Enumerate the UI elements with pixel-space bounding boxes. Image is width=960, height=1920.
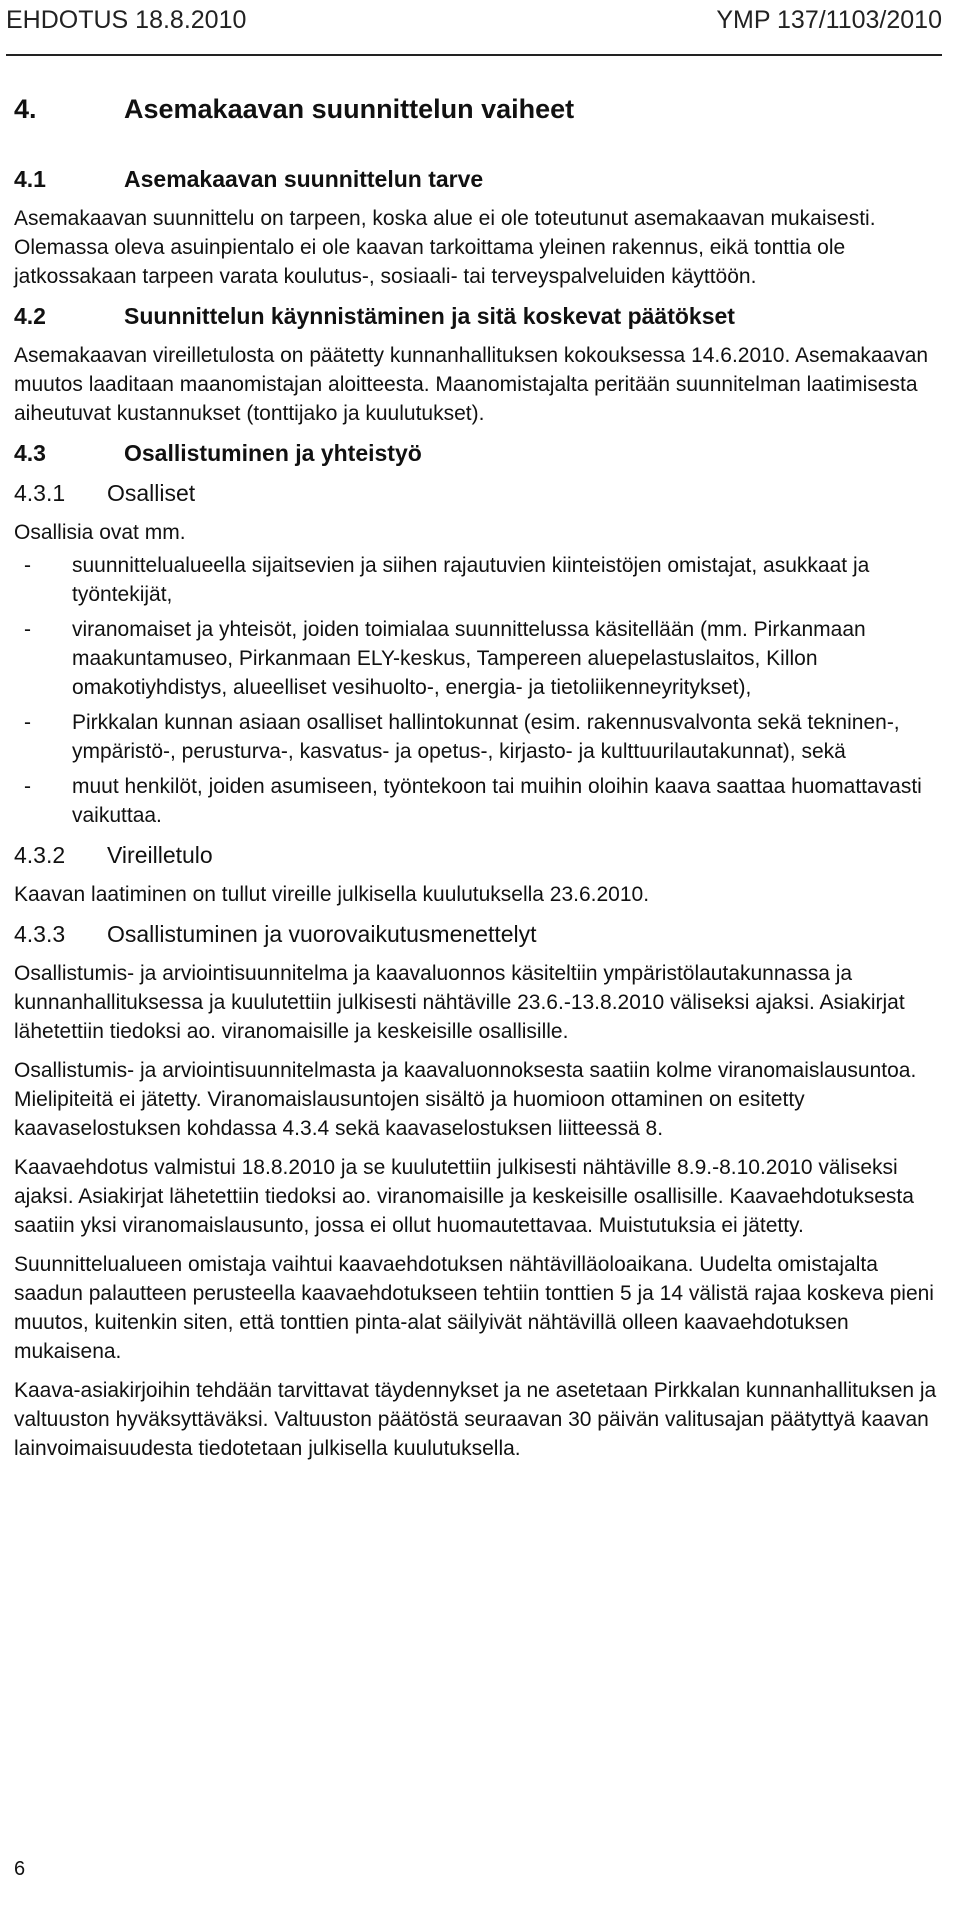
- list-bullet: -: [24, 775, 31, 798]
- stakeholder-list: [14, 551, 938, 830]
- paragraph: Asemakaavan vireilletulosta on päätetty kunnanhallituksen kokouksessa 14.6.2010. Asemakaavan muutos laaditaan maanomistajan aloitteesta. Maanomistajalta peritään suunnitelman laatimisesta aiheutuvat kustannukset (tonttijako ja kuulutukset).: [14, 344, 929, 425]
- paragraph: Suunnittelualueen omistaja vaihtui kaavaehdotuksen nähtävilläoloaikana. Uudelta omistajalta saadun palautteen perusteella kaavaehdotukseen tehtiin tonttien 5 ja 14 välistä rajaa koskeva pieni muutos, kuitenkin siten, että tonttien pinta-alat säilyivät nähtävillä olleen kaavaehdotuksen mukaisena.: [14, 1253, 934, 1363]
- section-title: Osallistuminen ja vuorovaikutusmenettelyt: [107, 921, 537, 947]
- list-item-text: muut henkilöt, joiden asumiseen, työntekoon tai muihin oloihin kaava saattaa huomattavasti vaikuttaa.: [72, 775, 922, 827]
- section-number: 4.3.1: [14, 480, 66, 506]
- paragraph: Kaavaehdotus valmistui 18.8.2010 ja se kuulutettiin julkisesti nähtäville 8.9.-8.10.2010 väliseksi ajaksi. Asiakirjat lähetettiin tiedoksi ao. viranomaisille ja keskeisille osallisille. Kaavaehdotuksesta saatiin yksi viranomaislausunto, jossa ei ollut huomautettavaa. Muistutuksia ei jätetty.: [14, 1156, 914, 1237]
- section-title: Vireilletulo: [107, 842, 213, 868]
- list-item: [14, 708, 938, 766]
- page-number: 6: [14, 1858, 26, 1880]
- section-title: Asemakaavan suunnittelun tarve: [124, 166, 484, 192]
- list-bullet: -: [24, 711, 31, 734]
- section-number: 4.: [14, 94, 37, 124]
- paragraph: Osallisia ovat mm.: [14, 521, 186, 544]
- document-body: [14, 92, 938, 1473]
- section-heading-4-2: [14, 301, 938, 331]
- section-heading-4-1: [14, 164, 938, 194]
- paragraph: Asemakaavan suunnittelu on tarpeen, koska alue ei ole toteutunut asemakaavan mukaisesti. Olemassa oleva asuinpientalo ei ole kaavan tarkoittama yleinen rakennus, eikä tonttia ole jatkossakaan tarpeen varata koulutus-, sosiaali- tai terveyspalveluiden käyttöön.: [14, 207, 876, 288]
- paragraph: Kaavan laatiminen on tullut vireille julkisella kuulutuksella 23.6.2010.: [14, 883, 650, 906]
- paragraph: Osallistumis- ja arviointisuunnitelmasta ja kaavaluonnoksesta saatiin kolme viranomaislausuntoa. Mielipiteitä ei jätetty. Viranomaislausuntojen sisältö ja huomioon ottaminen on esitetty kaavaselostuksen kohdassa 4.3.4 sekä kaavaselostuksen liitteessä 8.: [14, 1059, 917, 1140]
- section-title: Osallistuminen ja yhteistyö: [124, 440, 422, 466]
- list-item-text: suunnittelualueella sijaitsevien ja siihen rajautuvien kiinteistöjen omistajat, asukkaat ja työntekijät,: [72, 554, 870, 606]
- section-number: 4.3.3: [14, 921, 66, 947]
- list-bullet: -: [24, 618, 31, 641]
- section-title: Asemakaavan suunnittelun vaiheet: [124, 94, 575, 124]
- page-header: [6, 6, 942, 56]
- list-item-text: Pirkkalan kunnan asiaan osalliset hallintokunnat (esim. rakennusvalvonta sekä tekninen-, ympäristö-, perusturva-, kasvatus- ja opetus-, kirjasto- ja kulttuurilautakunnat), sekä: [72, 711, 900, 763]
- paragraph: Kaava-asiakirjoihin tehdään tarvittavat täydennykset ja ne asetetaan Pirkkalan kunnanhallituksen ja valtuuston hyväksyttäväksi. Valtuuston päätöstä seuraavan 30 päivän valitusajan päätyttyä kaavan lainvoimaisuudesta tiedotetaan julkisella kuulutuksella.: [14, 1379, 937, 1460]
- list-item: [14, 772, 938, 830]
- list-item-text: viranomaiset ja yhteisöt, joiden toimialaa suunnittelussa käsitellään (mm. Pirkanmaan maakuntamuseo, Pirkanmaan ELY-keskus, Tampereen aluepelastuslaitos, Killon omakotiyhdistys, alueelliset vesihuolto-, energia- ja tietoliikenneyritykset),: [72, 618, 866, 699]
- section-number: 4.3: [14, 440, 46, 466]
- list-item: [14, 551, 938, 609]
- document-reference: YMP 137/1103/2010: [716, 6, 942, 34]
- section-number: 4.2: [14, 303, 46, 329]
- section-number: 4.3.2: [14, 842, 66, 868]
- document-status: EHDOTUS 18.8.2010: [6, 6, 247, 34]
- section-title: Osalliset: [107, 480, 196, 506]
- section-title: Suunnittelun käynnistäminen ja sitä koskevat päätökset: [124, 303, 735, 329]
- list-item: [14, 615, 938, 702]
- section-heading-4-3: [14, 438, 938, 468]
- section-heading-4-3-1: [14, 478, 938, 508]
- paragraph: Osallistumis- ja arviointisuunnitelma ja kaavaluonnos käsiteltiin ympäristölautakunnassa ja kunnanhallituksessa ja kuulutettiin julkisesti nähtäville 23.6.-13.8.2010 väliseksi ajaksi. Asiakirjat lähetettiin tiedoksi ao. viranomaisille ja keskeisille osallisille.: [14, 962, 905, 1043]
- section-heading-4-3-2: [14, 840, 938, 870]
- section-number: 4.1: [14, 166, 46, 192]
- section-heading-4: [14, 92, 938, 126]
- section-heading-4-3-3: [14, 919, 938, 949]
- list-bullet: -: [24, 554, 31, 577]
